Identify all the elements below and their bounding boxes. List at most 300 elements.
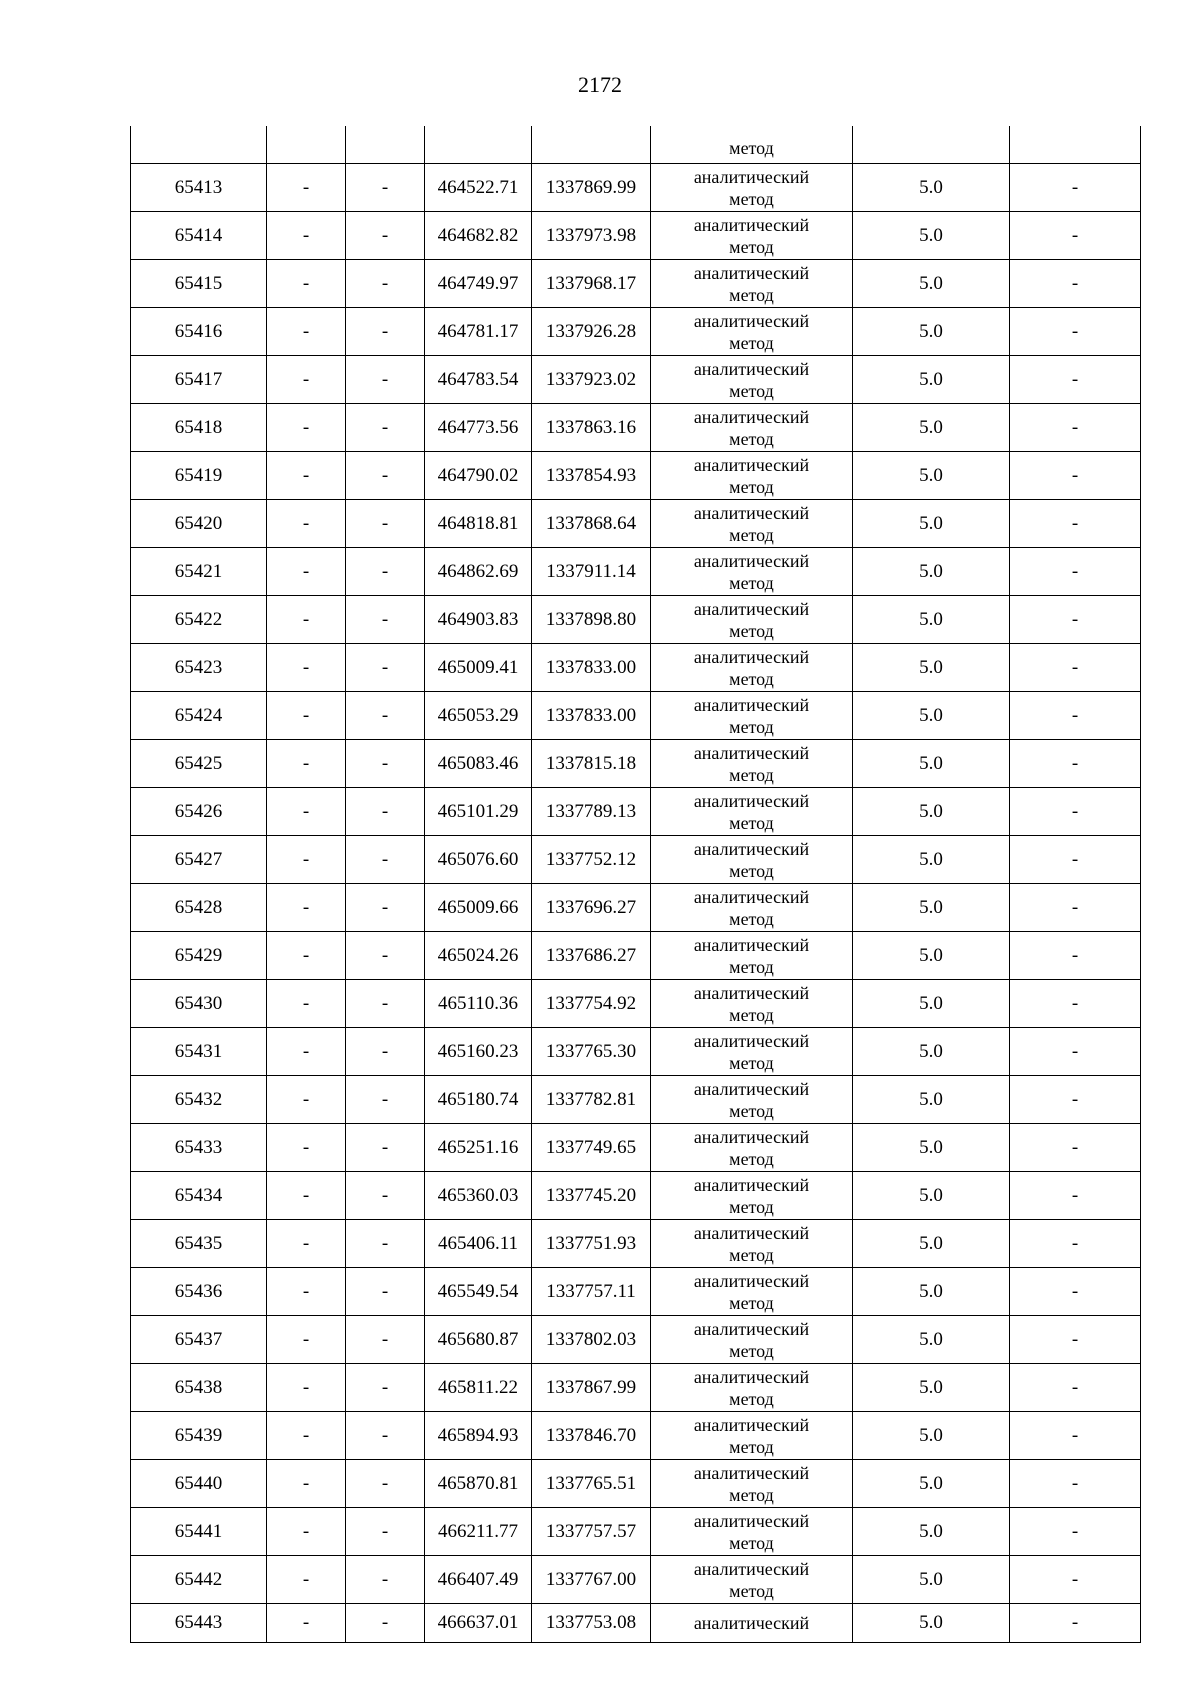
table-row xyxy=(131,1172,1141,1220)
cell-method xyxy=(651,1460,853,1508)
cell-id: 65413 xyxy=(131,164,267,212)
cell-method xyxy=(651,452,853,500)
cell-id: 65427 xyxy=(131,836,267,884)
method-text: метод xyxy=(729,476,774,497)
cell-x xyxy=(425,126,532,164)
cell-method xyxy=(651,126,853,164)
table-row xyxy=(131,308,1141,356)
cell-accuracy: 5.0 xyxy=(853,548,1010,596)
cell-id: 65414 xyxy=(131,212,267,260)
cell-col3: - xyxy=(346,788,425,836)
cell-col2: - xyxy=(267,788,346,836)
cell-y: 1337751.93 xyxy=(532,1220,651,1268)
cell-accuracy: 5.0 xyxy=(853,932,1010,980)
table-row xyxy=(131,1316,1141,1364)
method-text: аналитический xyxy=(693,838,810,859)
table-row xyxy=(131,164,1141,212)
cell-accuracy: 5.0 xyxy=(853,164,1010,212)
method-text: аналитический xyxy=(693,1030,810,1051)
cell-col3: - xyxy=(346,932,425,980)
cell-col8: - xyxy=(1010,1604,1141,1643)
cell-method xyxy=(651,1412,853,1460)
cell-id: 65420 xyxy=(131,500,267,548)
method-text: аналитический xyxy=(693,550,810,571)
method-text: аналитический xyxy=(693,406,810,427)
method-text: метод xyxy=(729,1340,774,1361)
cell-accuracy: 5.0 xyxy=(853,1460,1010,1508)
table-row xyxy=(131,788,1141,836)
cell-y: 1337757.57 xyxy=(532,1508,651,1556)
cell-col3: - xyxy=(346,596,425,644)
cell-col8: - xyxy=(1010,1268,1141,1316)
cell-col2: - xyxy=(267,1220,346,1268)
cell-col3: - xyxy=(346,1508,425,1556)
cell-x: 465180.74 xyxy=(425,1076,532,1124)
cell-id: 65425 xyxy=(131,740,267,788)
method-text: аналитический xyxy=(693,1414,810,1435)
method-text: аналитический xyxy=(693,886,810,907)
cell-col2: - xyxy=(267,1028,346,1076)
cell-id: 65439 xyxy=(131,1412,267,1460)
cell-method xyxy=(651,548,853,596)
cell-col3: - xyxy=(346,1268,425,1316)
cell-accuracy: 5.0 xyxy=(853,1268,1010,1316)
method-text: метод xyxy=(729,764,774,785)
cell-accuracy: 5.0 xyxy=(853,452,1010,500)
cell-accuracy: 5.0 xyxy=(853,1220,1010,1268)
method-text: метод xyxy=(729,236,774,257)
method-text: метод xyxy=(729,1580,774,1601)
method-text: аналитический xyxy=(693,502,810,523)
method-text: аналитический xyxy=(693,1174,810,1195)
cell-id: 65421 xyxy=(131,548,267,596)
cell-y: 1337923.02 xyxy=(532,356,651,404)
cell-x: 465406.11 xyxy=(425,1220,532,1268)
table-row xyxy=(131,1364,1141,1412)
method-text: аналитический xyxy=(693,742,810,763)
table-row xyxy=(131,500,1141,548)
cell-x: 464783.54 xyxy=(425,356,532,404)
cell-col8: - xyxy=(1010,1316,1141,1364)
cell-col3: - xyxy=(346,836,425,884)
cell-x: 464522.71 xyxy=(425,164,532,212)
method-text: метод xyxy=(729,668,774,689)
cell-col8: - xyxy=(1010,500,1141,548)
cell-col3: - xyxy=(346,1316,425,1364)
cell-col3: - xyxy=(346,1124,425,1172)
table-row xyxy=(131,548,1141,596)
cell-col8: - xyxy=(1010,212,1141,260)
cell-col3 xyxy=(346,126,425,164)
method-text: метод xyxy=(729,860,774,881)
cell-col2: - xyxy=(267,1124,346,1172)
cell-x: 465251.16 xyxy=(425,1124,532,1172)
cell-col2: - xyxy=(267,1412,346,1460)
cell-y: 1337815.18 xyxy=(532,740,651,788)
cell-y: 1337973.98 xyxy=(532,212,651,260)
method-text: аналитический xyxy=(693,646,810,667)
cell-id: 65424 xyxy=(131,692,267,740)
cell-method xyxy=(651,596,853,644)
cell-col2 xyxy=(267,126,346,164)
cell-col2: - xyxy=(267,884,346,932)
table-row xyxy=(131,740,1141,788)
cell-x: 465053.29 xyxy=(425,692,532,740)
cell-accuracy: 5.0 xyxy=(853,1508,1010,1556)
method-text: аналитический xyxy=(693,1222,810,1243)
cell-method xyxy=(651,1604,853,1643)
cell-x: 465024.26 xyxy=(425,932,532,980)
cell-accuracy: 5.0 xyxy=(853,1604,1010,1643)
cell-col3: - xyxy=(346,164,425,212)
cell-col2: - xyxy=(267,500,346,548)
cell-id: 65429 xyxy=(131,932,267,980)
cell-col2: - xyxy=(267,356,346,404)
cell-id: 65443 xyxy=(131,1604,267,1643)
cell-col2: - xyxy=(267,644,346,692)
method-text: метод xyxy=(729,524,774,545)
cell-id xyxy=(131,126,267,164)
table-row xyxy=(131,692,1141,740)
cell-y: 1337869.99 xyxy=(532,164,651,212)
cell-x: 464682.82 xyxy=(425,212,532,260)
cell-id: 65434 xyxy=(131,1172,267,1220)
cell-x: 466407.49 xyxy=(425,1556,532,1604)
method-text: метод xyxy=(729,284,774,305)
cell-col8: - xyxy=(1010,980,1141,1028)
cell-col3: - xyxy=(346,692,425,740)
cell-col3: - xyxy=(346,644,425,692)
cell-x: 465101.29 xyxy=(425,788,532,836)
cell-id: 65426 xyxy=(131,788,267,836)
table-row xyxy=(131,1508,1141,1556)
cell-col8: - xyxy=(1010,836,1141,884)
table-row xyxy=(131,1028,1141,1076)
cell-accuracy: 5.0 xyxy=(853,692,1010,740)
table-row xyxy=(131,452,1141,500)
cell-y: 1337754.92 xyxy=(532,980,651,1028)
method-text: аналитический xyxy=(693,598,810,619)
method-text: метод xyxy=(729,1436,774,1457)
cell-col8: - xyxy=(1010,404,1141,452)
cell-y: 1337753.08 xyxy=(532,1604,651,1643)
cell-col2: - xyxy=(267,1076,346,1124)
method-text: аналитический xyxy=(693,214,810,235)
cell-y: 1337686.27 xyxy=(532,932,651,980)
cell-accuracy: 5.0 xyxy=(853,644,1010,692)
cell-y: 1337846.70 xyxy=(532,1412,651,1460)
cell-method xyxy=(651,692,853,740)
cell-y: 1337757.11 xyxy=(532,1268,651,1316)
method-text: аналитический xyxy=(693,694,810,715)
cell-id: 65432 xyxy=(131,1076,267,1124)
cell-id: 65418 xyxy=(131,404,267,452)
method-text: метод xyxy=(729,1100,774,1121)
method-text: метод xyxy=(729,1052,774,1073)
cell-id: 65431 xyxy=(131,1028,267,1076)
method-text: метод xyxy=(729,1244,774,1265)
table-row xyxy=(131,932,1141,980)
cell-col2: - xyxy=(267,404,346,452)
cell-col3: - xyxy=(346,1364,425,1412)
cell-id: 65417 xyxy=(131,356,267,404)
cell-method xyxy=(651,1556,853,1604)
cell-accuracy: 5.0 xyxy=(853,1028,1010,1076)
cell-accuracy: 5.0 xyxy=(853,260,1010,308)
cell-col2: - xyxy=(267,836,346,884)
table-row xyxy=(131,1412,1141,1460)
cell-method xyxy=(651,308,853,356)
cell-col2: - xyxy=(267,740,346,788)
cell-col3: - xyxy=(346,500,425,548)
method-text: метод xyxy=(729,1292,774,1313)
cell-id: 65430 xyxy=(131,980,267,1028)
method-text: метод xyxy=(729,1004,774,1025)
cell-col3: - xyxy=(346,980,425,1028)
cell-x: 465083.46 xyxy=(425,740,532,788)
cell-method xyxy=(651,932,853,980)
cell-id: 65422 xyxy=(131,596,267,644)
cell-accuracy: 5.0 xyxy=(853,308,1010,356)
method-text: метод xyxy=(729,908,774,929)
method-text: аналитический xyxy=(693,1366,810,1387)
cell-x: 465811.22 xyxy=(425,1364,532,1412)
method-text: аналитический xyxy=(693,1558,810,1579)
cell-y: 1337911.14 xyxy=(532,548,651,596)
cell-col8: - xyxy=(1010,1172,1141,1220)
cell-id: 65441 xyxy=(131,1508,267,1556)
cell-id: 65416 xyxy=(131,308,267,356)
cell-method xyxy=(651,1028,853,1076)
cell-method xyxy=(651,980,853,1028)
cell-x: 465110.36 xyxy=(425,980,532,1028)
cell-method xyxy=(651,644,853,692)
method-text: аналитический xyxy=(693,1462,810,1483)
cell-col8: - xyxy=(1010,452,1141,500)
cell-accuracy: 5.0 xyxy=(853,500,1010,548)
method-text: аналитический xyxy=(693,358,810,379)
cell-col8: - xyxy=(1010,1460,1141,1508)
cell-accuracy: 5.0 xyxy=(853,212,1010,260)
cell-col8: - xyxy=(1010,740,1141,788)
cell-col2: - xyxy=(267,548,346,596)
cell-accuracy: 5.0 xyxy=(853,788,1010,836)
table-row xyxy=(131,1124,1141,1172)
cell-y: 1337867.99 xyxy=(532,1364,651,1412)
cell-id: 65419 xyxy=(131,452,267,500)
cell-col2: - xyxy=(267,692,346,740)
cell-x: 464903.83 xyxy=(425,596,532,644)
cell-col3: - xyxy=(346,1220,425,1268)
cell-method xyxy=(651,404,853,452)
cell-y: 1337752.12 xyxy=(532,836,651,884)
cell-id: 65442 xyxy=(131,1556,267,1604)
cell-y: 1337854.93 xyxy=(532,452,651,500)
cell-col8: - xyxy=(1010,164,1141,212)
cell-col2: - xyxy=(267,212,346,260)
method-text: метод xyxy=(729,1196,774,1217)
cell-x: 464749.97 xyxy=(425,260,532,308)
cell-method xyxy=(651,1268,853,1316)
method-text: аналитический xyxy=(693,790,810,811)
table-row xyxy=(131,1268,1141,1316)
cell-accuracy: 5.0 xyxy=(853,1172,1010,1220)
cell-x: 465870.81 xyxy=(425,1460,532,1508)
cell-id: 65428 xyxy=(131,884,267,932)
cell-y: 1337765.51 xyxy=(532,1460,651,1508)
cell-method xyxy=(651,1508,853,1556)
method-text: метод xyxy=(729,1148,774,1169)
cell-col8: - xyxy=(1010,1412,1141,1460)
cell-col2: - xyxy=(267,1604,346,1643)
table-row xyxy=(131,596,1141,644)
coordinates-table xyxy=(130,126,1141,1643)
cell-col8: - xyxy=(1010,596,1141,644)
cell-col8: - xyxy=(1010,1124,1141,1172)
table-row xyxy=(131,836,1141,884)
cell-x: 466211.77 xyxy=(425,1508,532,1556)
cell-col8: - xyxy=(1010,1220,1141,1268)
cell-col2: - xyxy=(267,1556,346,1604)
cell-x: 464790.02 xyxy=(425,452,532,500)
cell-col3: - xyxy=(346,1172,425,1220)
cell-col2: - xyxy=(267,1172,346,1220)
cell-col8: - xyxy=(1010,356,1141,404)
cell-col3: - xyxy=(346,308,425,356)
cell-col3: - xyxy=(346,884,425,932)
cell-y: 1337765.30 xyxy=(532,1028,651,1076)
cell-accuracy: 5.0 xyxy=(853,596,1010,644)
cell-y: 1337898.80 xyxy=(532,596,651,644)
cell-id: 65438 xyxy=(131,1364,267,1412)
cell-col2: - xyxy=(267,308,346,356)
method-text: метод xyxy=(729,188,774,209)
method-text: метод xyxy=(729,380,774,401)
page-number: 2172 xyxy=(578,72,622,97)
cell-col2: - xyxy=(267,452,346,500)
cell-y: 1337968.17 xyxy=(532,260,651,308)
method-text: метод xyxy=(729,716,774,737)
method-text: аналитический xyxy=(693,982,810,1003)
cell-id: 65437 xyxy=(131,1316,267,1364)
cell-y: 1337782.81 xyxy=(532,1076,651,1124)
cell-x: 465894.93 xyxy=(425,1412,532,1460)
cell-accuracy: 5.0 xyxy=(853,404,1010,452)
cell-col3: - xyxy=(346,1076,425,1124)
method-text: аналитический xyxy=(693,1126,810,1147)
cell-method xyxy=(651,1124,853,1172)
method-text: аналитический xyxy=(693,262,810,283)
cell-method xyxy=(651,788,853,836)
method-text: метод xyxy=(729,138,774,158)
cell-accuracy: 5.0 xyxy=(853,1364,1010,1412)
cell-x: 464781.17 xyxy=(425,308,532,356)
cell-x: 464862.69 xyxy=(425,548,532,596)
table-row xyxy=(131,1220,1141,1268)
cell-col8: - xyxy=(1010,1028,1141,1076)
cell-col2: - xyxy=(267,1364,346,1412)
cell-accuracy: 5.0 xyxy=(853,980,1010,1028)
cell-col2: - xyxy=(267,1268,346,1316)
cell-col3: - xyxy=(346,1556,425,1604)
cell-col8: - xyxy=(1010,548,1141,596)
cell-col3: - xyxy=(346,1604,425,1643)
cell-col8: - xyxy=(1010,692,1141,740)
cell-col3: - xyxy=(346,1412,425,1460)
table-row xyxy=(131,1076,1141,1124)
cell-col3: - xyxy=(346,404,425,452)
cell-y: 1337802.03 xyxy=(532,1316,651,1364)
table-row xyxy=(131,884,1141,932)
cell-method xyxy=(651,260,853,308)
table-row xyxy=(131,644,1141,692)
cell-accuracy: 5.0 xyxy=(853,836,1010,884)
cell-x: 465680.87 xyxy=(425,1316,532,1364)
table-row xyxy=(131,980,1141,1028)
method-text: аналитический xyxy=(693,1078,810,1099)
cell-accuracy: 5.0 xyxy=(853,356,1010,404)
cell-col8: - xyxy=(1010,1508,1141,1556)
cell-method xyxy=(651,356,853,404)
cell-col3: - xyxy=(346,452,425,500)
cell-method xyxy=(651,212,853,260)
cell-col3: - xyxy=(346,260,425,308)
cell-method xyxy=(651,836,853,884)
cell-method xyxy=(651,1220,853,1268)
cell-col2: - xyxy=(267,932,346,980)
cell-id: 65433 xyxy=(131,1124,267,1172)
method-text: аналитический xyxy=(693,1270,810,1291)
method-text: метод xyxy=(729,1532,774,1553)
cell-y: 1337833.00 xyxy=(532,692,651,740)
method-text: аналитический xyxy=(693,310,810,331)
cell-x: 465360.03 xyxy=(425,1172,532,1220)
table-body xyxy=(131,126,1141,1643)
cell-accuracy: 5.0 xyxy=(853,1124,1010,1172)
table-row xyxy=(131,1604,1141,1643)
cell-col2: - xyxy=(267,1460,346,1508)
cell-col8: - xyxy=(1010,644,1141,692)
method-text: метод xyxy=(729,572,774,593)
cell-col8: - xyxy=(1010,932,1141,980)
method-text: метод xyxy=(729,428,774,449)
table-row xyxy=(131,260,1141,308)
cell-method xyxy=(651,1172,853,1220)
cell-method xyxy=(651,740,853,788)
cell-id: 65415 xyxy=(131,260,267,308)
cell-x: 465160.23 xyxy=(425,1028,532,1076)
cell-col3: - xyxy=(346,1460,425,1508)
cell-method xyxy=(651,1316,853,1364)
cell-col8: - xyxy=(1010,884,1141,932)
continuation-row xyxy=(131,126,1141,164)
cell-method xyxy=(651,1076,853,1124)
cell-accuracy: 5.0 xyxy=(853,1556,1010,1604)
cell-col2: - xyxy=(267,164,346,212)
cell-id: 65436 xyxy=(131,1268,267,1316)
cell-x: 465549.54 xyxy=(425,1268,532,1316)
cell-y: 1337863.16 xyxy=(532,404,651,452)
cell-col3: - xyxy=(346,740,425,788)
method-text: метод xyxy=(729,332,774,353)
cell-y: 1337767.00 xyxy=(532,1556,651,1604)
cell-x: 466637.01 xyxy=(425,1604,532,1643)
cell-accuracy xyxy=(853,126,1010,164)
cell-accuracy: 5.0 xyxy=(853,1412,1010,1460)
cell-y: 1337745.20 xyxy=(532,1172,651,1220)
cell-x: 464773.56 xyxy=(425,404,532,452)
table-row xyxy=(131,356,1141,404)
